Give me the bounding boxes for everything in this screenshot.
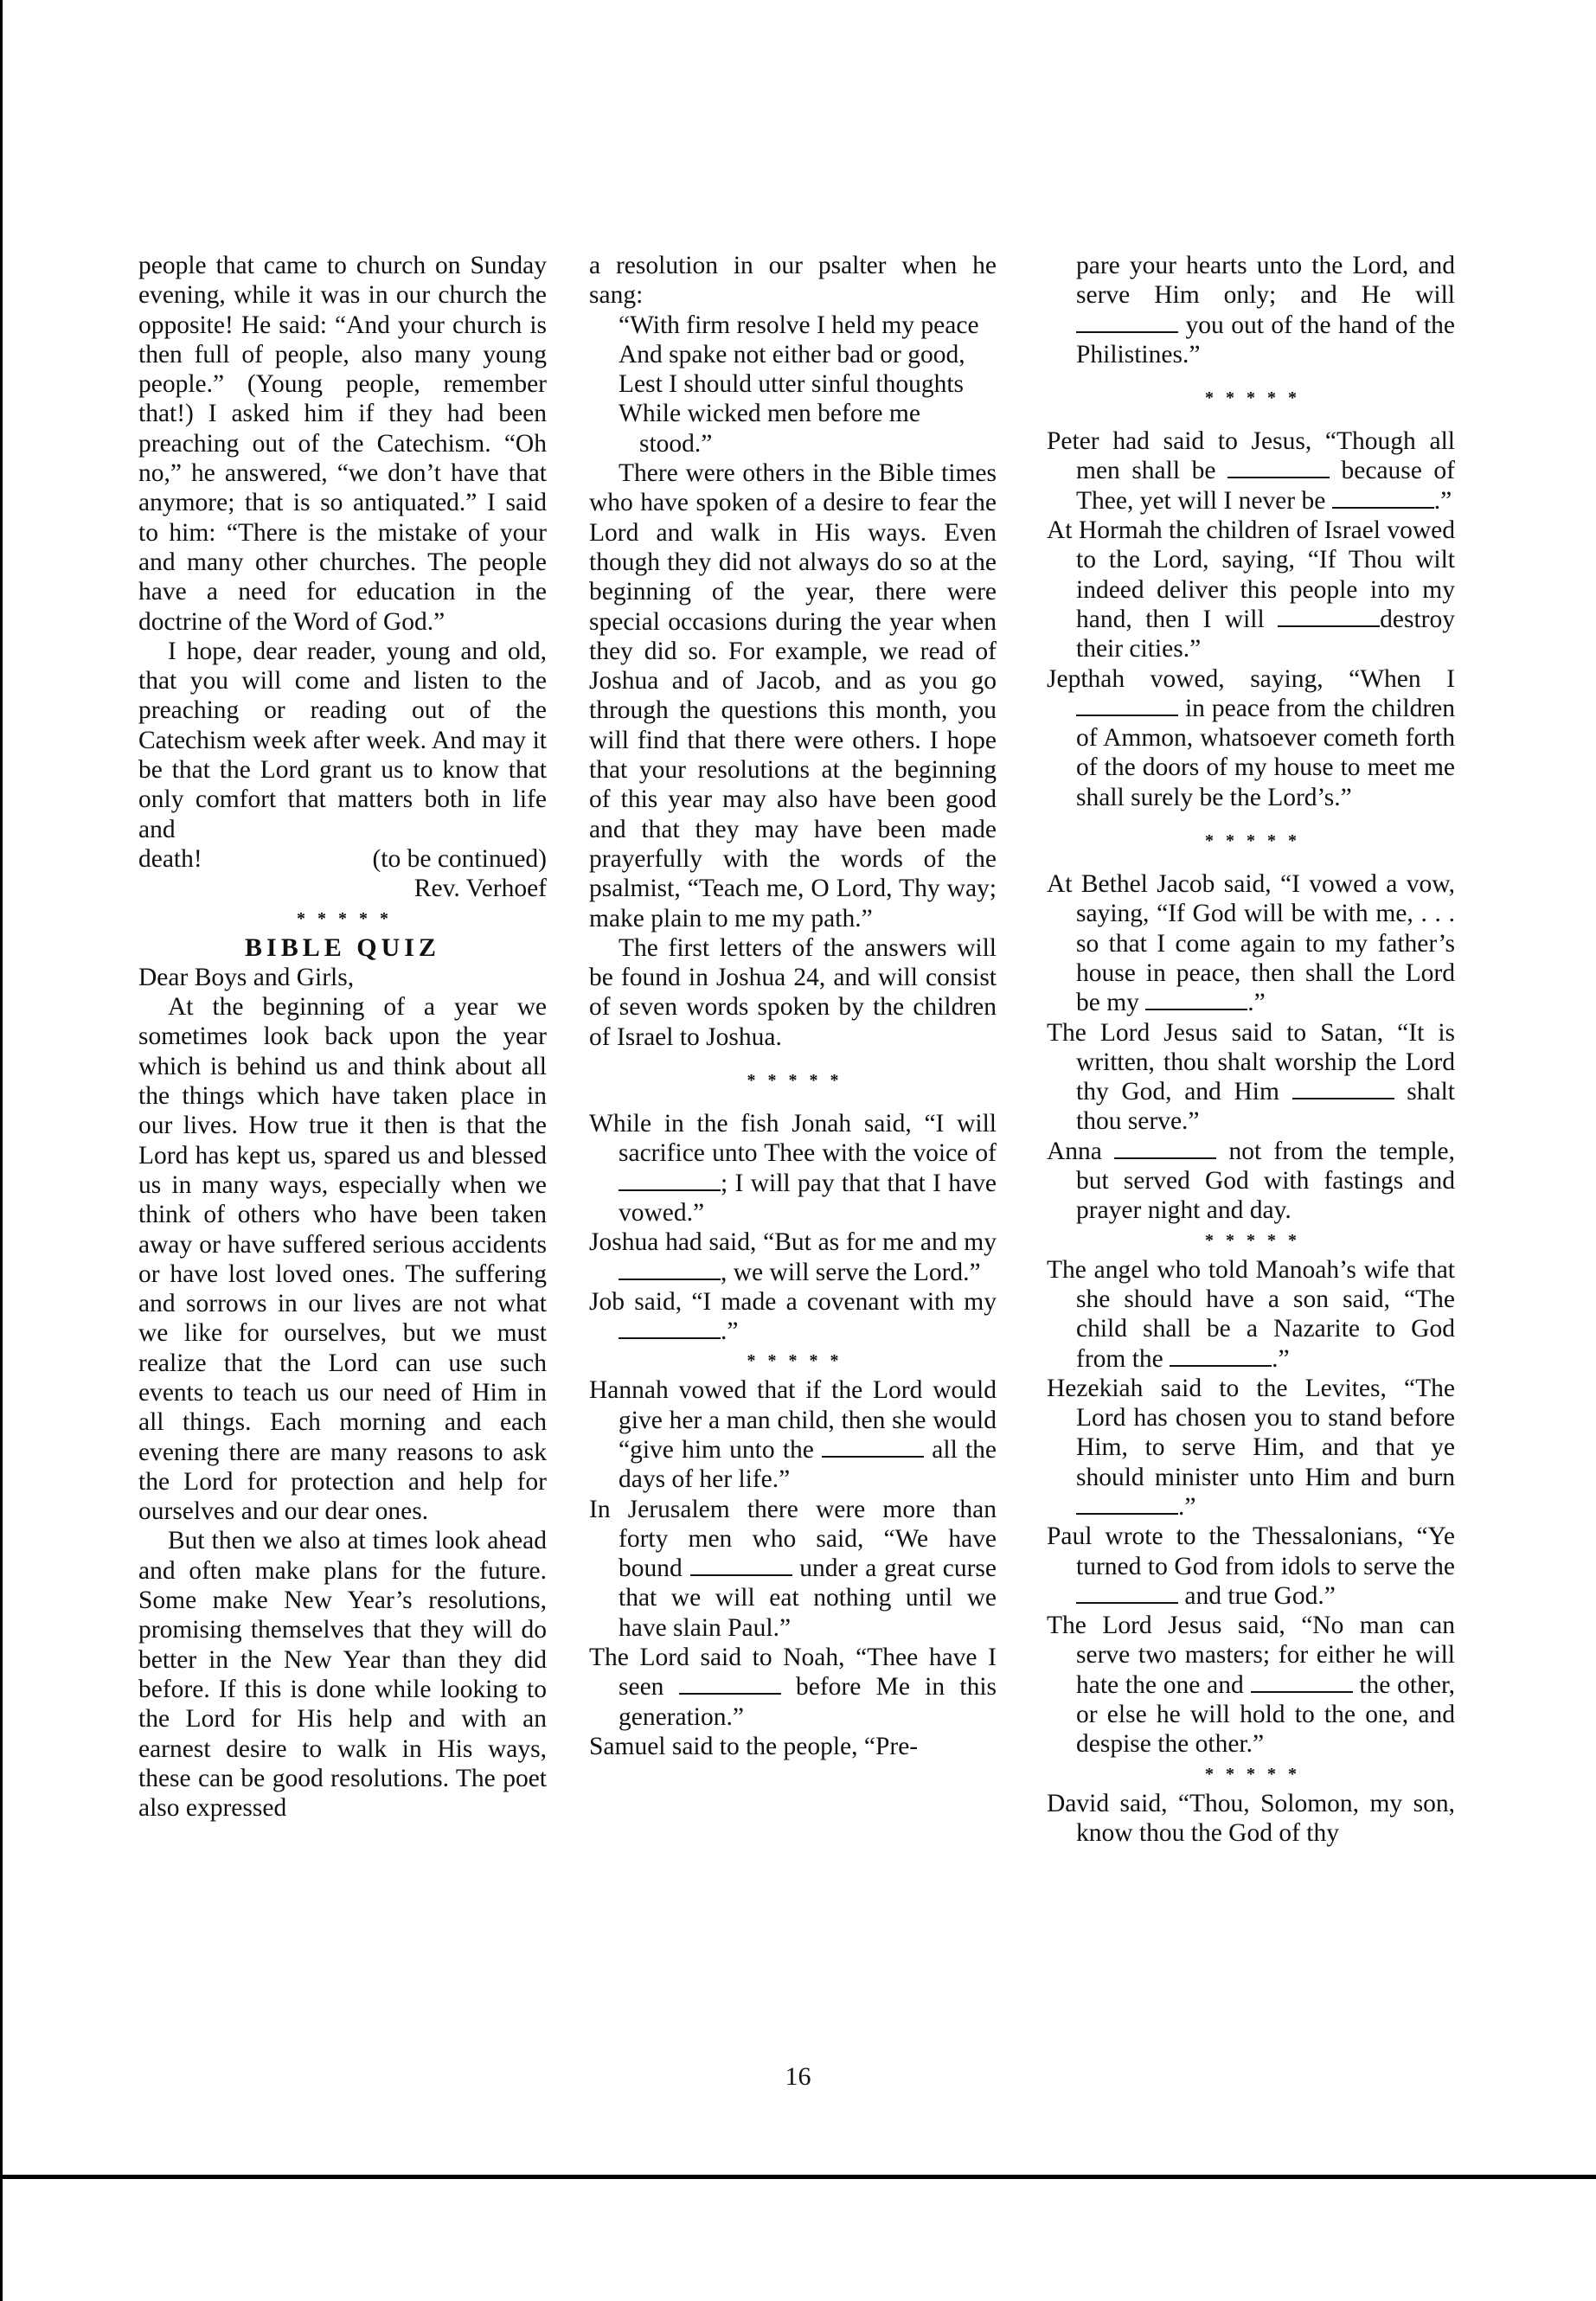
answer-blank bbox=[1076, 697, 1178, 716]
quiz-intro-paragraph-2: But then we also at times look ahead and often make plans for the future. Some make New Year’s resolutions, promising themselves that they will do better in the New Year than they did before. If this is done while looking to the Lord for His help and with an earnest desire to walk in His ways, these can be good resolutions. The poet also expressed bbox=[138, 1527, 547, 1823]
quiz-salutation: Dear Boys and Girls, bbox=[138, 963, 355, 991]
quiz-question: Jepthah vowed, saying, “When I in peace from the children of Ammon, whatsoever cometh forth of the doors of my house to meet me shall surely be the Lord’s.” bbox=[1047, 664, 1455, 811]
answer-blank bbox=[1292, 1080, 1394, 1099]
quiz-question: The Lord Jesus said, “No man can serve two masters; for either he will hate the one and the other, or else he will hold to the one, and despise the other.” bbox=[1047, 1612, 1455, 1759]
sermon-paragraph-2-end: death! bbox=[138, 844, 202, 873]
answer-blank bbox=[690, 1557, 792, 1576]
answer-blank bbox=[1145, 991, 1247, 1010]
answer-blank bbox=[619, 1172, 721, 1191]
quiz-question: Hannah vowed that if the Lord would give her a man child, then she would “give him unto the all the days of her life.” bbox=[589, 1376, 997, 1494]
section-divider-stars: ***** bbox=[1205, 1230, 1309, 1250]
answer-blank bbox=[1076, 1496, 1178, 1515]
sermon-paragraph-2: I hope, dear reader, young and old, that you will come and listen to the preaching or reading out of the Catechism week after week. And may it be that the Lord grant us to know that only comfort that matters both in life and bbox=[138, 637, 547, 843]
scan-edge-left bbox=[0, 0, 3, 2301]
bottom-rule bbox=[0, 2175, 1596, 2179]
quiz-question: Hezekiah said to the Levites, “The Lord has chosen you to stand before Him, to serve Him, and that ye should minister unto Him and burn .” bbox=[1047, 1374, 1455, 1521]
bible-quiz-heading: BIBLE QUIZ bbox=[245, 933, 440, 962]
quiz-question: At Hormah the children of Israel vowed to the Lord, saying, “If Thou wilt indeed deliver this people into my hand, then I will destroy their cities.” bbox=[1047, 516, 1455, 663]
answer-blank bbox=[1076, 1585, 1178, 1604]
section-divider-stars: ***** bbox=[747, 1071, 851, 1091]
answer-blank bbox=[1114, 1140, 1216, 1159]
quiz-question: Peter had said to Jesus, “Though all men shall be because of Thee, yet will I never be .” bbox=[1047, 427, 1455, 515]
answer-blank bbox=[619, 1320, 721, 1339]
section-divider-stars: ***** bbox=[1205, 831, 1309, 851]
answer-blank bbox=[679, 1676, 781, 1695]
answer-blank bbox=[1332, 490, 1434, 509]
quiz-question: David said, “Thou, Solomon, my son, know thou the God of thy bbox=[1047, 1789, 1455, 1847]
answer-blank bbox=[1251, 1674, 1353, 1693]
answer-blank bbox=[1278, 608, 1380, 627]
psalter-verse-line-2: And spake not either bad or good, bbox=[619, 340, 965, 369]
column-1 bbox=[138, 251, 547, 2033]
quiz-question: Paul wrote to the Thessalonians, “Ye turned to God from idols to serve the and true God.” bbox=[1047, 1522, 1455, 1610]
quiz-intro-paragraph-1: At the beginning of a year we sometimes look back upon the year which is behind us and think about all the things which have taken place in our lives. How true it then is that the Lord has kept us, spared us and blessed us in many ways, especially when we think of others who have been taken away or have suffered serious accidents or have lost loved ones. The suffering and sorrows in our lives are not what we like for ourselves, but we must realize that the Lord can use such events to teach us our need of Him in all things. Each morning and each evening there are many reasons to ask the Lord for protection and help for ourselves and our dear ones. bbox=[138, 993, 547, 1526]
column-3 bbox=[1047, 251, 1455, 2033]
sermon-closing-line bbox=[138, 844, 547, 874]
psalter-verse-line-4: While wicked men before me stood.” bbox=[619, 400, 920, 458]
answer-blank bbox=[1076, 314, 1178, 333]
psalter-verse-line-1: “With firm resolve I held my peace bbox=[619, 311, 979, 339]
quiz-question: The Lord said to Noah, “Thee have I seen before Me in this generation.” bbox=[589, 1644, 997, 1731]
psalter-verse-line-3: Lest I should utter sinful thoughts bbox=[619, 370, 965, 399]
column-2 bbox=[589, 251, 997, 2033]
answer-blank bbox=[822, 1439, 924, 1458]
section-divider-stars: ***** bbox=[297, 908, 401, 928]
quiz-question-continued: pare your hearts unto the Lord, and serve Him only; and He will you out of the hand of the Philistines.” bbox=[1076, 252, 1455, 369]
quiz-question: At Bethel Jacob said, “I vowed a vow, saying, “If God will be with me, . . . so that I come again to my father’s house in peace, then shall the Lord be my .” bbox=[1047, 870, 1455, 1017]
quiz-question: Joshua had said, “But as for me and my , we will serve the Lord.” bbox=[589, 1228, 997, 1286]
quiz-intro-paragraph-3: There were others in the Bible times who have spoken of a desire to fear the Lord and walk in His ways. Even though they did not always do so at the beginning of the year, there were special occasions during the year when they did so. For example, we read of Joshua and of Jacob, and as you go through the questions this month, you will find that there were others. I hope that your resolutions at the beginning of this year may also have been good and that they may have been made prayerfully with the words of the psalmist, “Teach me, O Lord, Thy way; make plain to me my path.” bbox=[589, 459, 997, 933]
page-number: 16 bbox=[785, 2062, 811, 2091]
quiz-question: Samuel said to the people, “Pre- bbox=[589, 1732, 919, 1760]
quiz-question: The Lord Jesus said to Satan, “It is written, thou shalt worship the Lord thy God, and Him shalt thou serve.” bbox=[1047, 1018, 1455, 1136]
quiz-question: While in the fish Jonah said, “I will sacrifice unto Thee with the voice of ; I will pay that that I have vowed.” bbox=[589, 1110, 997, 1227]
quiz-question: The angel who told Manoah’s wife that she should have a son said, “The child shall be a Nazarite to God from the .” bbox=[1047, 1255, 1455, 1373]
answer-blank bbox=[1227, 459, 1330, 478]
quiz-question: Job said, “I made a covenant with my .” bbox=[589, 1287, 997, 1346]
section-divider-stars: ***** bbox=[747, 1351, 851, 1371]
section-divider-stars: ***** bbox=[1205, 1764, 1309, 1784]
quiz-question: In Jerusalem there were more than forty men who said, “We have bound under a great curse that we will eat nothing until we have slain Paul.” bbox=[589, 1495, 997, 1642]
answer-blank bbox=[1170, 1348, 1272, 1367]
sermon-paragraph-1: people that came to church on Sunday evening, while it was in our church the opposite! He said: “And your church is then full of people, also many young people.” (Young people, remember that!) I asked him if they had been preaching out of the Catechism. “Oh no,” he answered, “we don’t have that anymore; that is so antiquated.” I said to him: “There is the mistake of your and many other churches. The people have a need for education in the doctrine of the Word of God.” bbox=[138, 252, 547, 636]
quiz-intro-continued: a resolution in our psalter when he sang: bbox=[589, 252, 997, 310]
to-be-continued-note: (to be continued) bbox=[372, 844, 547, 873]
quiz-intro-paragraph-4: The first letters of the answers will be found in Joshua 24, and will consist of seven words spoken by the children of Israel to Joshua. bbox=[589, 933, 997, 1051]
quiz-question: Anna not from the temple, but served God with fastings and prayer night and day. bbox=[1047, 1137, 1455, 1225]
author-signature: Rev. Verhoef bbox=[413, 875, 547, 903]
answer-blank bbox=[619, 1261, 721, 1280]
section-divider-stars: ***** bbox=[1205, 388, 1309, 408]
